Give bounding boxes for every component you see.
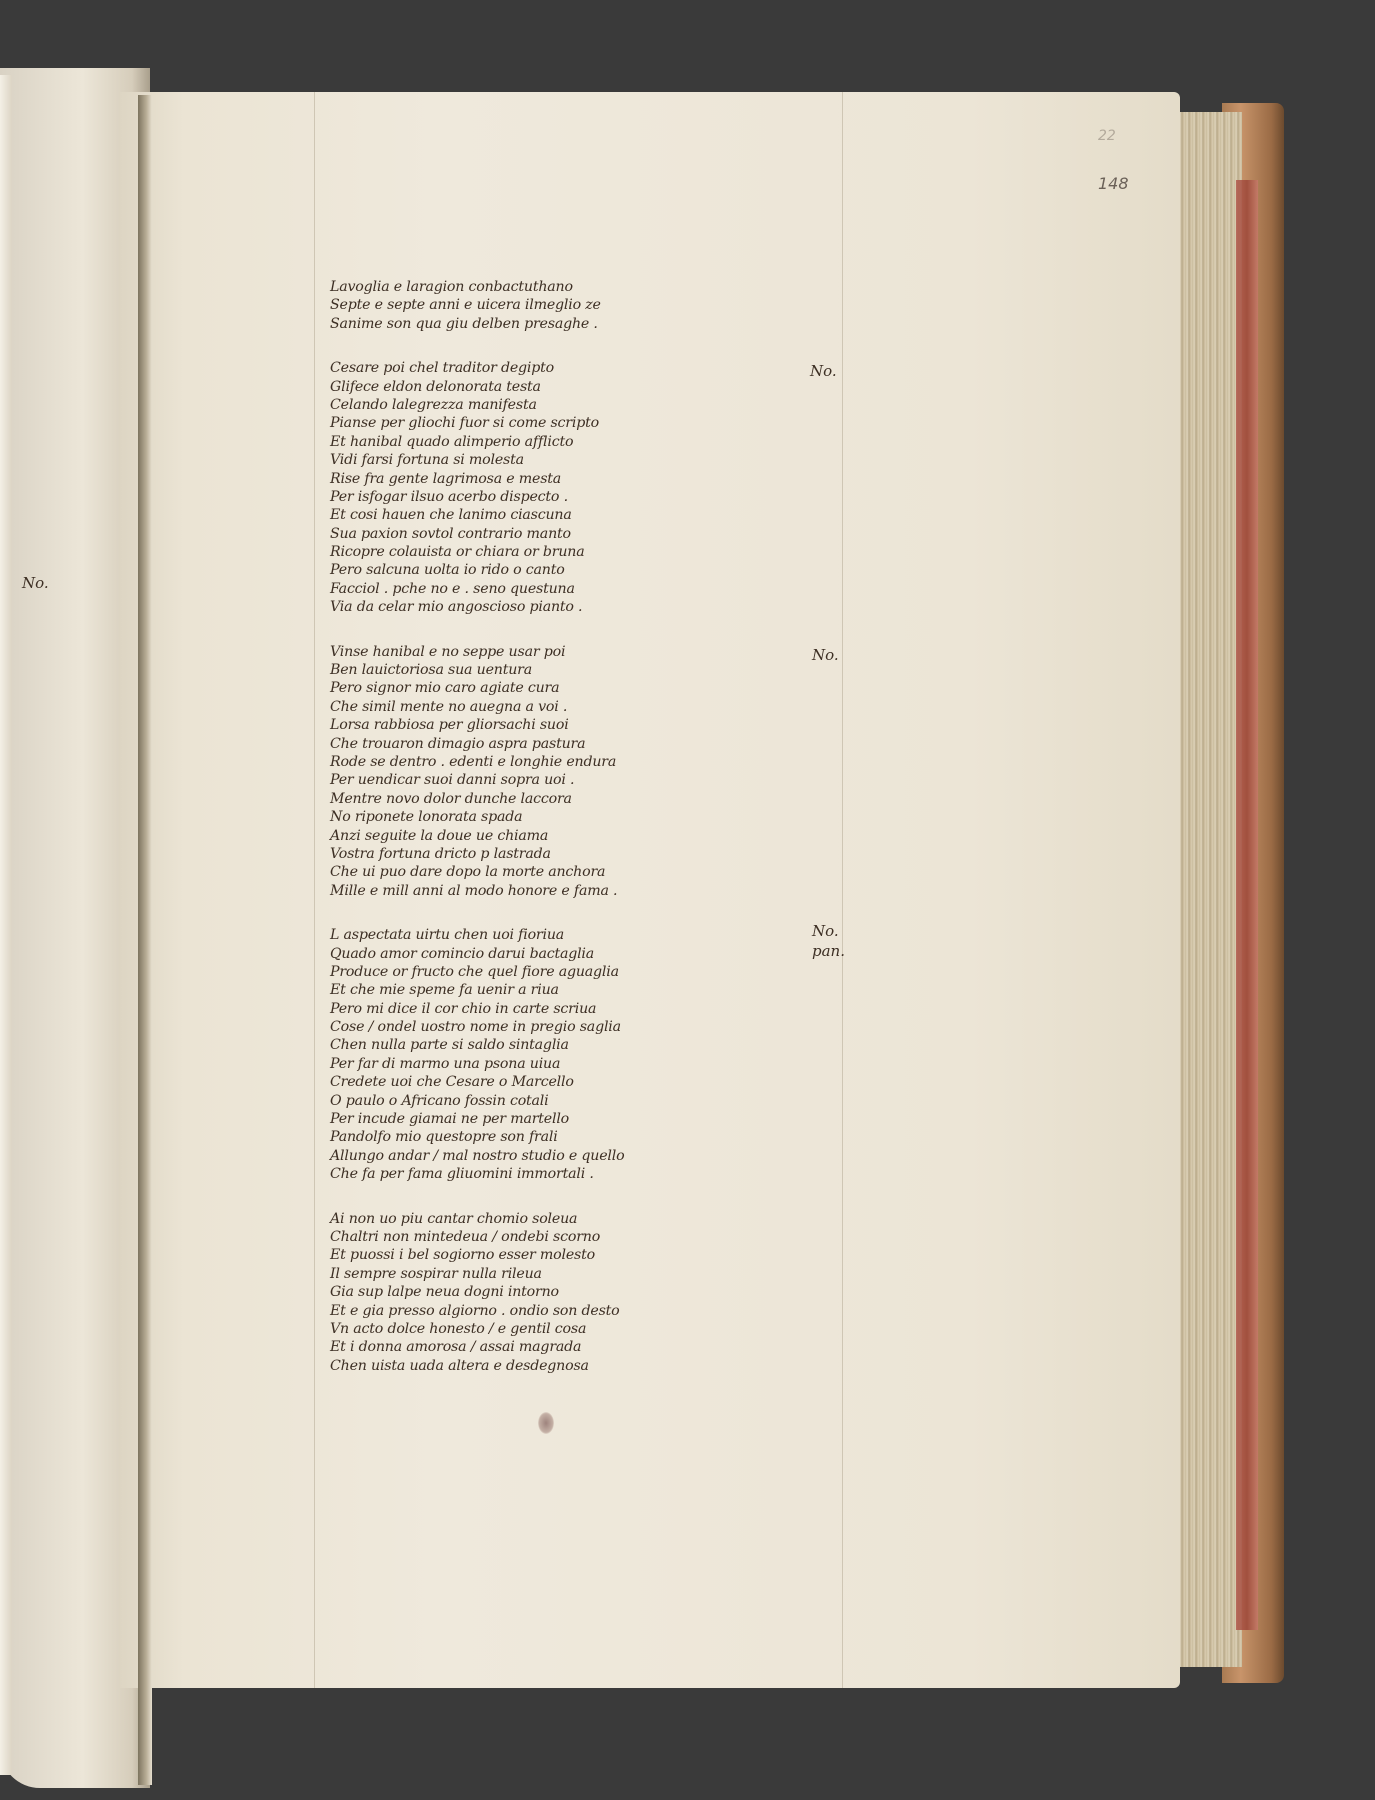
ruling-line (314, 92, 315, 1688)
verse-line: Cesare poi chel traditor degipto (330, 360, 554, 377)
verse-line: Et i donna amorosa / assai magrada (330, 1339, 582, 1356)
margin-note-left: No. (22, 574, 49, 592)
verse-line: Quado amor comincio darui bactaglia (330, 945, 595, 962)
verse-line: Per far di marmo una psona uiua (330, 1055, 561, 1072)
verse-line: Et cosi hauen che lanimo ciascuna (330, 507, 572, 524)
verse-line: Lorsa rabbiosa per gliorsachi suoi (330, 717, 569, 734)
verse-line: O paulo o Africano fossin cotali (330, 1092, 549, 1109)
verse-line: Ricopre colauista or chiara or bruna (330, 544, 585, 561)
verse-line: Vostra fortuna dricto p lastrada (330, 845, 551, 862)
margin-note: pan. (812, 942, 845, 960)
verse-line: Ai non uo piu cantar chomio soleua (330, 1210, 578, 1227)
verse-line: Sanime son qua giu delben presaghe . (330, 315, 598, 332)
verse-line: Facciol . pche no e . seno questuna (330, 580, 575, 597)
margin-note: No. (812, 922, 839, 940)
verse-line: Cose / ondel uostro nome in pregio saglia (330, 1019, 621, 1036)
margin-note: No. (810, 362, 837, 380)
verse-line: Che simil mente no auegna a voi . (330, 698, 568, 715)
left-page-edge (0, 75, 12, 1775)
verse-line: Allungo andar / mal nostro studio e quello (330, 1147, 625, 1164)
verse-line: Rode se dentro . edenti e longhie endura (330, 753, 617, 770)
verse-line: Che trouaron dimagio aspra pastura (330, 735, 586, 752)
verse-line: Et hanibal quado alimperio afflicto (330, 433, 574, 450)
poem-text (330, 278, 750, 1375)
verse-line: Et che mie speme fa uenir a riua (330, 982, 559, 999)
verse-line: Via da celar mio angoscioso pianto . (330, 599, 583, 616)
verse-line: L aspectata uirtu chen uoi fioriua (330, 927, 565, 944)
margin-note: No. (812, 646, 839, 664)
verse-line: Et puossi i bel sogiorno esser molesto (330, 1247, 595, 1264)
verse-line: Il sempre sospirar nulla rileua (330, 1265, 542, 1282)
stanza (330, 359, 750, 616)
verse-line: Chen nulla parte si saldo sintaglia (330, 1037, 569, 1054)
stanza (330, 1210, 750, 1376)
stanza (330, 278, 750, 333)
verse-line: Et e gia presso algiorno . ondio son desto (330, 1302, 620, 1319)
verse-line: Per uendicar suoi danni sopra uoi . (330, 772, 575, 789)
page-edges (1170, 112, 1242, 1667)
verse-line: Sua paxion sovtol contrario manto (330, 525, 571, 542)
verse-line: Pero salcuna uolta io rido o canto (330, 562, 565, 579)
verse-line: Pero mi dice il cor chio in carte scriua (330, 1000, 597, 1017)
verse-line: Mille e mill anni al modo honore e fama . (330, 882, 618, 899)
stanza (330, 643, 750, 900)
folio-number-old: 22 (1098, 128, 1116, 144)
verse-line: Celando lalegrezza manifesta (330, 396, 537, 413)
verse-line: Gia sup lalpe neua dogni intorno (330, 1284, 559, 1301)
verse-line: Anzi seguite la doue ue chiama (330, 827, 549, 844)
verse-line: Pianse per gliochi fuor si come scripto (330, 415, 599, 432)
verse-line: Vidi farsi fortuna si molesta (330, 452, 524, 469)
gutter (138, 95, 152, 1785)
verse-line: Septe e septe anni e uicera ilmeglio ze (330, 297, 601, 314)
verse-line: Che fa per fama gliuomini immortali . (330, 1166, 594, 1183)
verse-line: Glifece eldon delonorata testa (330, 378, 541, 395)
verse-line: Chaltri non mintedeua / ondebi scorno (330, 1228, 601, 1245)
verse-line: Credete uoi che Cesare o Marcello (330, 1074, 574, 1091)
stanza (330, 926, 750, 1183)
verse-line: Vn acto dolce honesto / e gentil cosa (330, 1320, 587, 1337)
ruling-line (842, 92, 843, 1688)
verse-line: Pandolfo mio questopre son frali (330, 1129, 558, 1146)
verse-line: Mentre novo dolor dunche laccora (330, 790, 572, 807)
verse-line: Ben lauictoriosa sua uentura (330, 662, 532, 679)
verse-line: Lavoglia e laragion conbactuthano (330, 279, 573, 295)
folio-number: 148 (1098, 174, 1129, 193)
verse-line: Chen uista uada altera e desdegnosa (330, 1357, 589, 1374)
verse-line: No riponete lonorata spada (330, 809, 523, 826)
red-page-edge (1236, 180, 1258, 1630)
verse-line: Produce or fructo che quel fiore aguaglia (330, 963, 619, 980)
verse-line: Che ui puo dare dopo la morte anchora (330, 864, 606, 881)
verse-line: Pero signor mio caro agiate cura (330, 680, 560, 697)
verse-line: Vinse hanibal e no seppe usar poi (330, 643, 566, 660)
ink-stain (538, 1412, 554, 1434)
verse-line: Rise fra gente lagrimosa e mesta (330, 470, 562, 487)
verse-line: Per isfogar ilsuo acerbo dispecto . (330, 488, 568, 505)
verse-line: Per incude giamai ne per martello (330, 1111, 569, 1128)
